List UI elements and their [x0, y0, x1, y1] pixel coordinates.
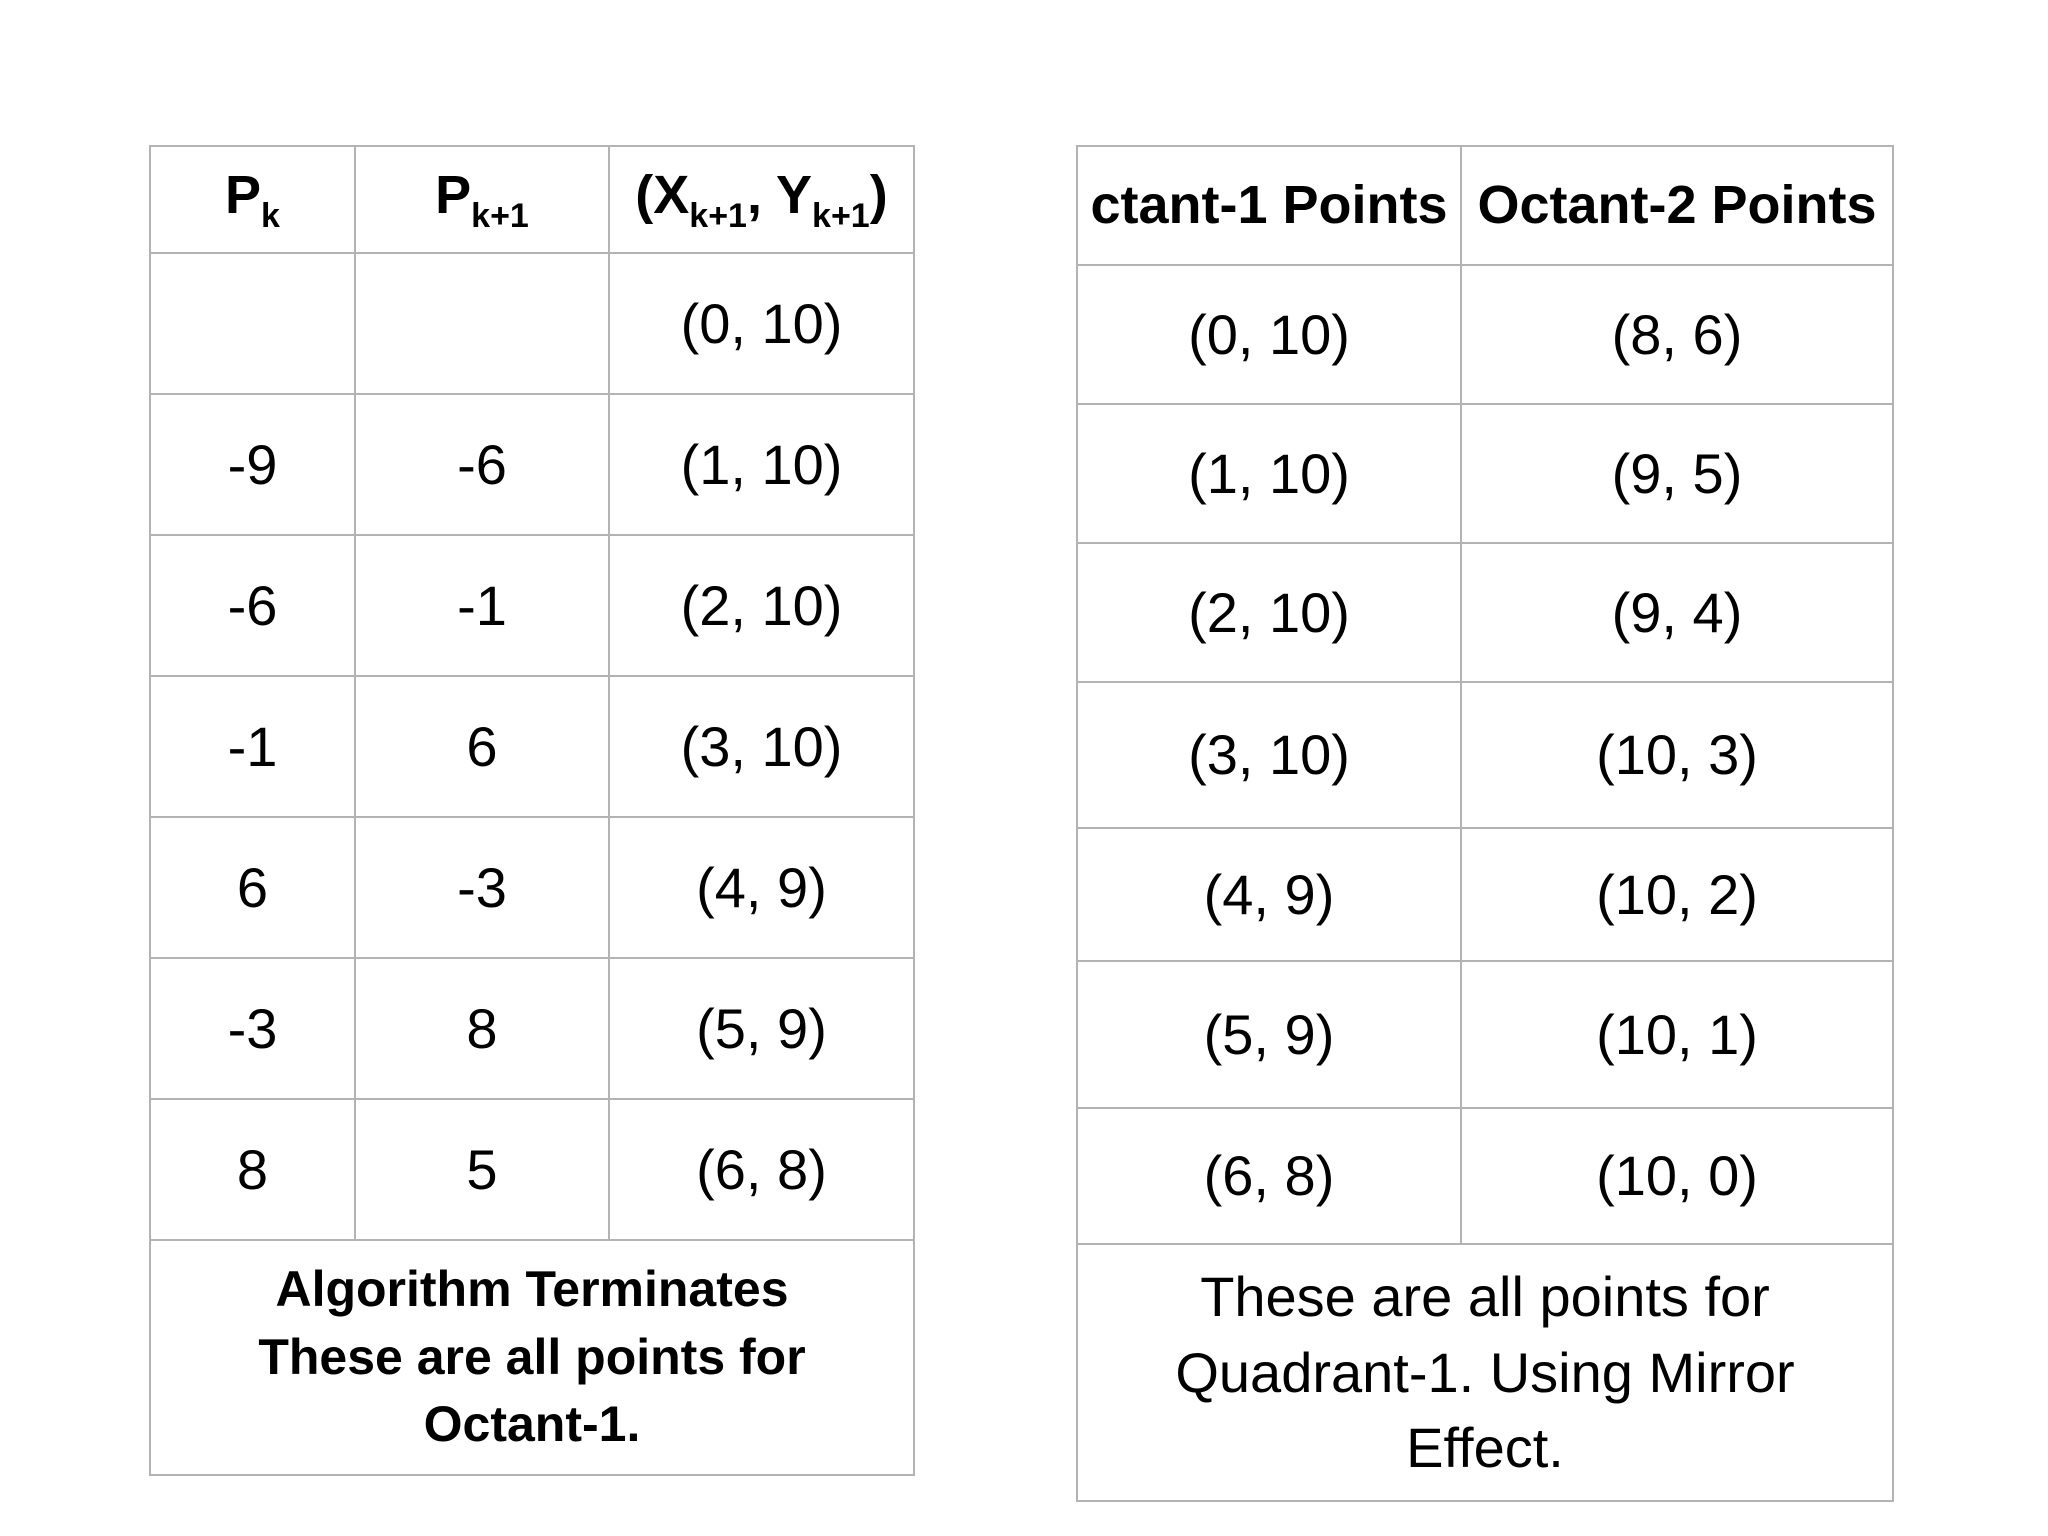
header-next-point: ($X_{k+1}$, $Y_{k+1}$) — [609, 146, 914, 253]
table-header-row — [150, 146, 914, 253]
octant-points-table — [1076, 145, 1894, 1502]
pk-cell: -1 — [150, 676, 355, 817]
header-octant-1-points: ctant-1 Points — [1077, 146, 1461, 265]
pk-cell: -3 — [150, 958, 355, 1099]
octant-1-point-cell: (5, 9) — [1077, 961, 1461, 1108]
point-cell: (5, 9) — [609, 958, 914, 1099]
pk-cell: -6 — [150, 535, 355, 676]
point-cell: (4, 9) — [609, 817, 914, 958]
pk-plus-1-cell: 6 — [355, 676, 609, 817]
mirror-effect-note-line: Quadrant-1. Using Mirror — [1175, 1340, 1795, 1404]
pk-plus-1-cell: 5 — [355, 1099, 609, 1240]
pk-cell: -9 — [150, 394, 355, 535]
table-row — [1077, 1108, 1893, 1244]
pk-plus-1-cell — [355, 253, 609, 394]
pk-plus-1-cell: -6 — [355, 394, 609, 535]
octant-2-point-cell: (10, 2) — [1461, 828, 1893, 961]
table-row — [150, 817, 914, 958]
octant-2-point-cell: (10, 1) — [1461, 961, 1893, 1108]
table-footer-row — [1077, 1244, 1893, 1501]
table-row — [1077, 828, 1893, 961]
table-row — [150, 535, 914, 676]
point-cell: (0, 10) — [609, 253, 914, 394]
octant-2-point-cell: (10, 0) — [1461, 1108, 1893, 1244]
octant-1-point-cell: (0, 10) — [1077, 265, 1461, 404]
octant-1-point-cell: (3, 10) — [1077, 682, 1461, 828]
octant-2-point-cell: (10, 3) — [1461, 682, 1893, 828]
pk-cell: 6 — [150, 817, 355, 958]
point-cell: (1, 10) — [609, 394, 914, 535]
bresenham-decision-table — [149, 145, 915, 1476]
table-footer-row — [150, 1240, 914, 1475]
pk-cell: 8 — [150, 1099, 355, 1240]
point-cell: (2, 10) — [609, 535, 914, 676]
pk-plus-1-cell: -1 — [355, 535, 609, 676]
octant-2-point-cell: (9, 4) — [1461, 543, 1893, 682]
mirror-effect-note — [1077, 1244, 1893, 1501]
table-row — [1077, 543, 1893, 682]
termination-note — [150, 1240, 914, 1475]
header-pk-plus-1: $P_{k+1}$ — [355, 146, 609, 253]
octant-1-point-cell: (6, 8) — [1077, 1108, 1461, 1244]
table-row — [1077, 961, 1893, 1108]
octant-1-point-cell: (4, 9) — [1077, 828, 1461, 961]
point-cell: (6, 8) — [609, 1099, 914, 1240]
octant-1-point-cell: (2, 10) — [1077, 543, 1461, 682]
table-row — [150, 676, 914, 817]
table-row — [150, 394, 914, 535]
mirror-effect-note-line: These are all points for — [1200, 1265, 1770, 1329]
termination-note-line: These are all points for — [258, 1328, 806, 1385]
table-row — [1077, 682, 1893, 828]
pk-cell — [150, 253, 355, 394]
table-row — [150, 1099, 914, 1240]
mirror-effect-note-line: Effect. — [1406, 1416, 1564, 1480]
table-row — [150, 253, 914, 394]
octant-1-point-cell: (1, 10) — [1077, 404, 1461, 543]
table-row — [1077, 265, 1893, 404]
header-pk: $P_k$ — [150, 146, 355, 253]
table-row — [1077, 404, 1893, 543]
point-cell: (3, 10) — [609, 676, 914, 817]
table-header-row — [1077, 146, 1893, 265]
octant-2-point-cell: (8, 6) — [1461, 265, 1893, 404]
octant-2-point-cell: (9, 5) — [1461, 404, 1893, 543]
termination-note-line: Octant-1. — [423, 1396, 641, 1453]
table-row — [150, 958, 914, 1099]
pk-plus-1-cell: 8 — [355, 958, 609, 1099]
header-octant-2-points: Octant-2 Points — [1461, 146, 1893, 265]
pk-plus-1-cell: -3 — [355, 817, 609, 958]
termination-note-line: Algorithm Terminates — [275, 1261, 789, 1318]
